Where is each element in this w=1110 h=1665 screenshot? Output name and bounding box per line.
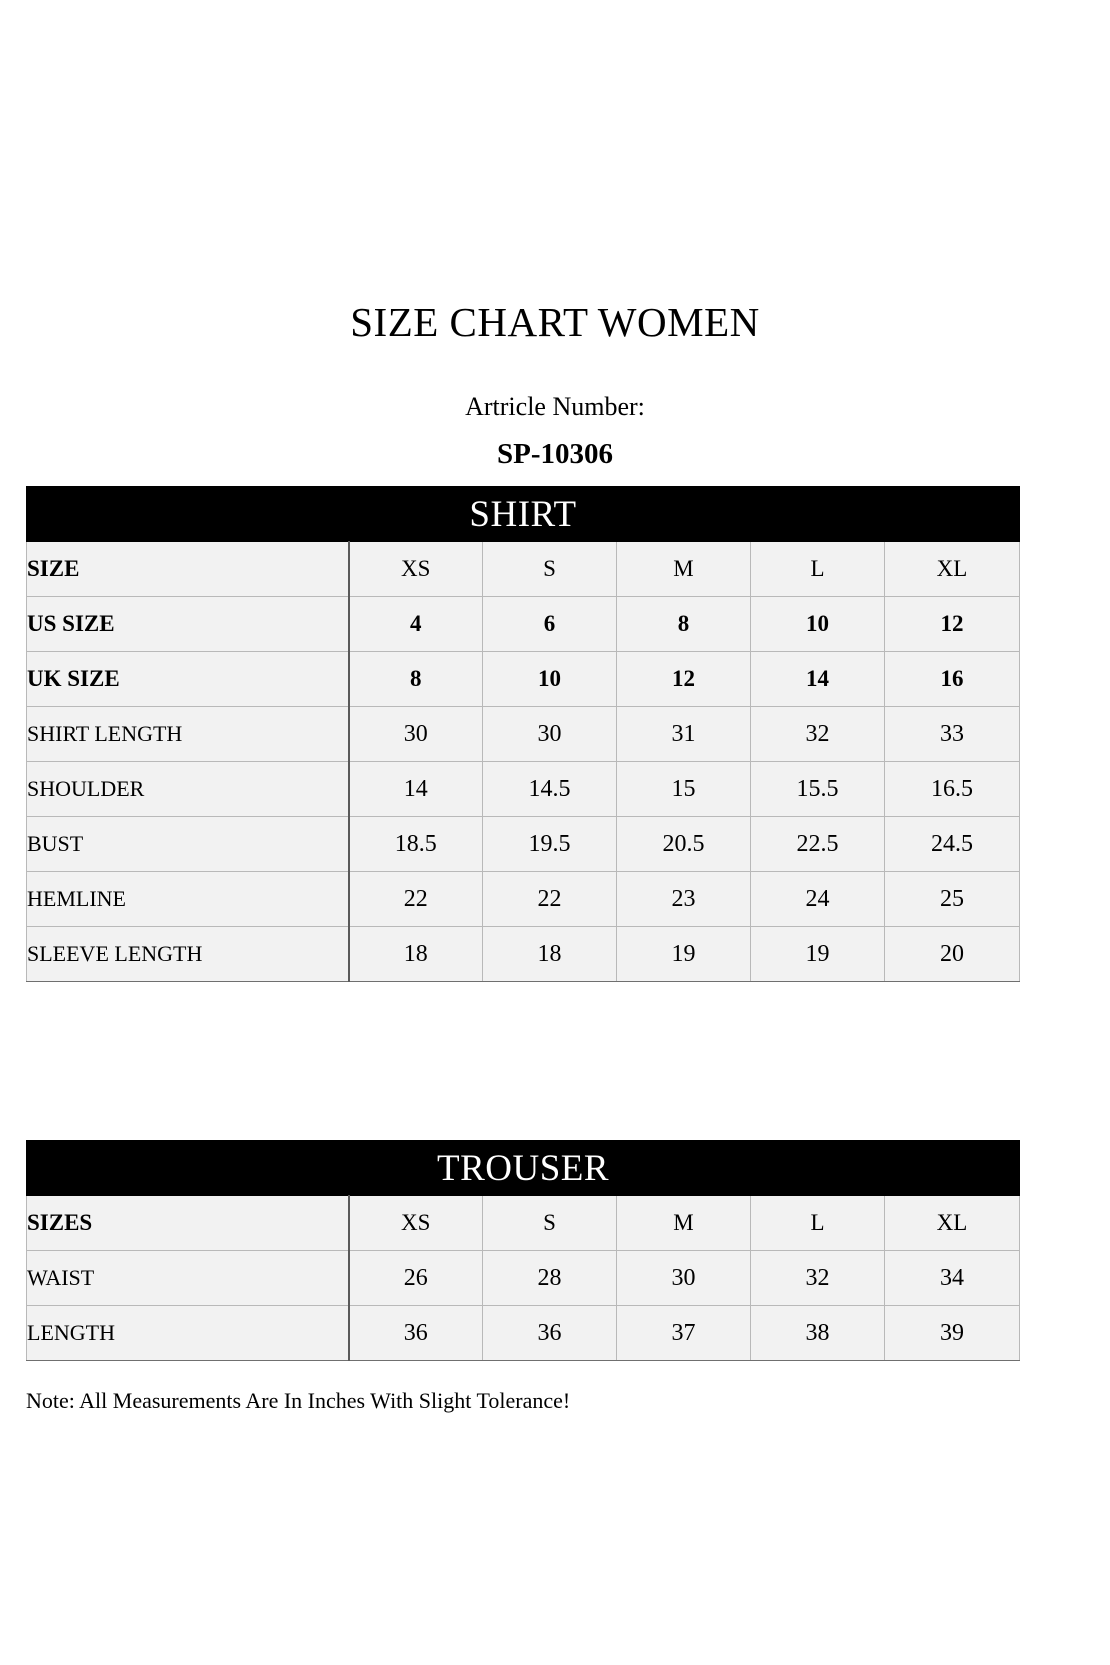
trouser-header-size: XS <box>349 1196 483 1251</box>
shirt-cell-value: 18 <box>483 927 617 982</box>
shirt-size-table <box>26 486 1020 982</box>
table-row <box>27 707 1020 762</box>
shirt-header-size: XL <box>885 542 1020 597</box>
shirt-row-label: SHIRT LENGTH <box>27 707 349 762</box>
shirt-cell-value: 6 <box>483 597 617 652</box>
trouser-row-label: LENGTH <box>27 1306 349 1361</box>
trouser-header-size: XL <box>885 1196 1020 1251</box>
shirt-cell-value: 20 <box>885 927 1020 982</box>
trouser-cell-value: 26 <box>349 1251 483 1306</box>
trouser-header-size: L <box>751 1196 885 1251</box>
trouser-cell-value: 34 <box>885 1251 1020 1306</box>
shirt-header-row <box>27 542 1020 597</box>
shirt-cell-value: 12 <box>617 652 751 707</box>
table-row <box>27 927 1020 982</box>
shirt-cell-value: 30 <box>349 707 483 762</box>
shirt-cell-value: 19 <box>617 927 751 982</box>
shirt-cell-value: 32 <box>751 707 885 762</box>
shirt-row-label: SLEEVE LENGTH <box>27 927 349 982</box>
trouser-banner-row <box>27 1141 1020 1196</box>
shirt-cell-value: 30 <box>483 707 617 762</box>
shirt-cell-value: 15 <box>617 762 751 817</box>
table-row <box>27 1251 1020 1306</box>
shirt-cell-value: 16.5 <box>885 762 1020 817</box>
shirt-cell-value: 22.5 <box>751 817 885 872</box>
shirt-header-size: L <box>751 542 885 597</box>
shirt-header-size: XS <box>349 542 483 597</box>
page-title: SIZE CHART WOMEN <box>350 299 760 345</box>
article-number-label: Artricle Number: <box>465 392 645 422</box>
shirt-cell-value: 23 <box>617 872 751 927</box>
shirt-cell-value: 14 <box>349 762 483 817</box>
shirt-banner-row <box>27 487 1020 542</box>
shirt-row-label: SHOULDER <box>27 762 349 817</box>
trouser-cell-value: 39 <box>885 1306 1020 1361</box>
shirt-cell-value: 24.5 <box>885 817 1020 872</box>
trouser-cell-value: 38 <box>751 1306 885 1361</box>
shirt-banner-label: SHIRT <box>27 487 1020 542</box>
shirt-cell-value: 10 <box>483 652 617 707</box>
trouser-cell-value: 32 <box>751 1251 885 1306</box>
trouser-cell-value: 28 <box>483 1251 617 1306</box>
shirt-cell-value: 12 <box>885 597 1020 652</box>
table-row <box>27 872 1020 927</box>
shirt-cell-value: 14 <box>751 652 885 707</box>
shirt-size-table-container <box>26 486 1019 982</box>
measurement-note: Note: All Measurements Are In Inches With Slight Tolerance! <box>26 1388 571 1413</box>
table-row <box>27 817 1020 872</box>
shirt-row-label: BUST <box>27 817 349 872</box>
trouser-row-label: WAIST <box>27 1251 349 1306</box>
trouser-header-label: SIZES <box>27 1196 349 1251</box>
trouser-cell-value: 37 <box>617 1306 751 1361</box>
shirt-cell-value: 14.5 <box>483 762 617 817</box>
shirt-cell-value: 25 <box>885 872 1020 927</box>
table-row <box>27 652 1020 707</box>
shirt-cell-value: 10 <box>751 597 885 652</box>
shirt-cell-value: 18.5 <box>349 817 483 872</box>
shirt-cell-value: 19 <box>751 927 885 982</box>
trouser-cell-value: 36 <box>349 1306 483 1361</box>
trouser-banner-label: TROUSER <box>27 1141 1020 1196</box>
article-number-value: SP-10306 <box>497 437 613 470</box>
shirt-cell-value: 8 <box>349 652 483 707</box>
shirt-cell-value: 15.5 <box>751 762 885 817</box>
shirt-header-size: S <box>483 542 617 597</box>
shirt-header-size: M <box>617 542 751 597</box>
table-row <box>27 597 1020 652</box>
shirt-cell-value: 20.5 <box>617 817 751 872</box>
shirt-row-label: HEMLINE <box>27 872 349 927</box>
shirt-cell-value: 33 <box>885 707 1020 762</box>
trouser-cell-value: 30 <box>617 1251 751 1306</box>
shirt-cell-value: 18 <box>349 927 483 982</box>
shirt-cell-value: 16 <box>885 652 1020 707</box>
table-row <box>27 762 1020 817</box>
trouser-header-row <box>27 1196 1020 1251</box>
shirt-cell-value: 31 <box>617 707 751 762</box>
shirt-cell-value: 24 <box>751 872 885 927</box>
shirt-cell-value: 8 <box>617 597 751 652</box>
trouser-size-table-container <box>26 1140 1019 1361</box>
shirt-row-label: US SIZE <box>27 597 349 652</box>
document-header <box>0 0 1110 471</box>
trouser-size-table <box>26 1140 1020 1361</box>
trouser-cell-value: 36 <box>483 1306 617 1361</box>
shirt-header-label: SIZE <box>27 542 349 597</box>
shirt-row-label: UK SIZE <box>27 652 349 707</box>
shirt-cell-value: 19.5 <box>483 817 617 872</box>
shirt-cell-value: 4 <box>349 597 483 652</box>
table-row <box>27 1306 1020 1361</box>
trouser-header-size: M <box>617 1196 751 1251</box>
shirt-cell-value: 22 <box>349 872 483 927</box>
shirt-cell-value: 22 <box>483 872 617 927</box>
trouser-header-size: S <box>483 1196 617 1251</box>
